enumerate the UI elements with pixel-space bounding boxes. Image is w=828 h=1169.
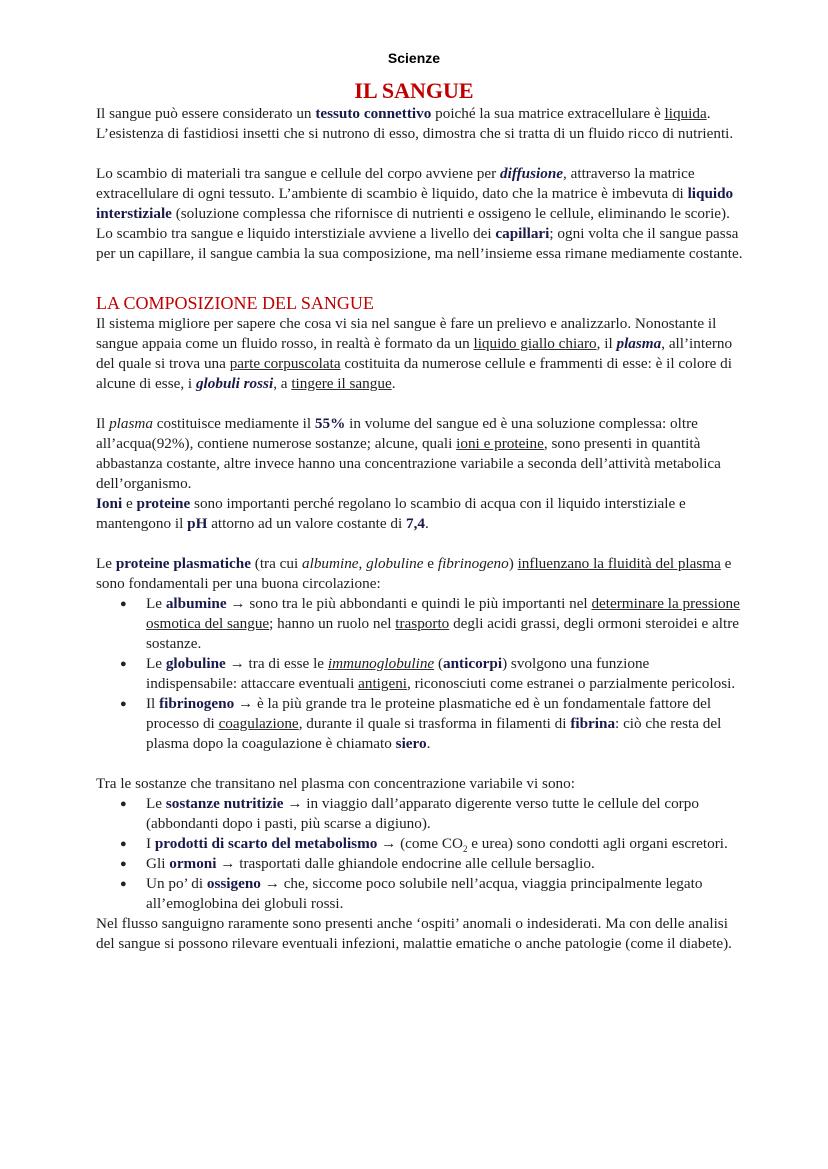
list-item-albumine: ● Le albumine → sono tra le più abbondanti e quindi le più importanti nel determinare la pressione osmotica del sangue; hanno un ruolo nel trasporto degli acidi grassi, degli ormoni steroidei e altre sostanze. (146, 594, 744, 654)
closing-paragraph: Nel flusso sanguigno raramente sono presenti anche ‘ospiti’ anomali o indesiderati. Ma con delle analisi del sangue si possono rilevare eventuali infezioni, malattie ematiche o anche patologie (come il diabete). (96, 915, 732, 952)
intro-paragraph-3: Lo scambio tra sangue e liquido interstiziale avviene a livello dei capillari; ogni volta che il sangue passa per un capillare, il sangue cambia la sua composizione, ma nell’insieme essa rimane mediamente costante. (96, 225, 743, 262)
page-title: IL SANGUE (354, 78, 474, 103)
proteins-list (96, 594, 744, 754)
substances-intro: Tra le sostanze che transitano nel plasma con concentrazione variabile vi sono: (96, 775, 575, 792)
list-item-hormones: ● Gli ormoni → trasportati dalle ghiandole endocrine alle cellule bersaglio. (146, 854, 744, 874)
subject-label: Scienze (387, 50, 441, 66)
composition-paragraph-3: Ioni e proteine sono importanti perché regolano lo scambio di acqua con il liquido interstiziale e mantengono il pH attorno ad un valore costante di 7,4. (96, 495, 686, 532)
intro-paragraph-2: Lo scambio di materiali tra sangue e cellule del corpo avviene per diffusione, attraverso la matrice extracellulare di ogni tessuto. L’ambiente di scambio è liquido, dato che la matrice è imbevuta di liquido interstiziale (soluzione complessa che rifornisce di nutrienti e ossigeno le cellule, eliminando le scorie). (96, 165, 734, 222)
list-item-nutrients: ● Le sostanze nutritizie → in viaggio dall’apparato digerente verso tutte le cellule del corpo (abbondanti dopo i pasti, più scarse a digiuno). (146, 794, 744, 834)
list-item-fibrinogeno: ● Il fibrinogeno → è la più grande tra le proteine plasmatiche ed è un fondamentale fattore del processo di coagulazione, durante il quale si trasforma in filamenti di fibrina: ciò che resta del plasma dopo la coagulazione è chiamato siero. (146, 694, 744, 754)
composition-paragraph-2: Il plasma costituisce mediamente il 55% in volume del sangue ed è una soluzione complessa: oltre all’acqua(92%), contiene numerose sostanze; alcune, quali ioni e proteine, sono presenti in quantità abbastanza costante, altre invece hanno una concentrazione variabile a seconda dell’attività metabolica dell’organismo. (96, 415, 721, 492)
list-item-waste: ● I prodotti di scarto del metabolismo → (come $CO_2$ e urea) sono condotti agli organi escretori. (146, 834, 744, 854)
list-item-globuline: ● Le globuline → tra di esse le immunoglobuline (anticorpi) svolgono una funzione indispensabile: attaccare eventuali antigeni, riconosciuti come estranei o parzialmente pericolosi. (146, 654, 744, 694)
intro-paragraph-1: Il sangue può essere considerato un tessuto connettivo poiché la sua matrice extracellulare è liquida. L’esistenza di fastidiosi insetti che si nutrono di esso, dimostra che si tratta di un fluido ricco di nutrienti. (96, 105, 734, 142)
list-item-oxygen: ● Un po’ di ossigeno → che, siccome poco solubile nell’acqua, viaggia principalmente legato all’emoglobina dei globuli rossi. (146, 874, 744, 914)
section-heading-composition: LA COMPOSIZIONE DEL SANGUE (96, 293, 374, 313)
substances-list (96, 794, 744, 914)
proteins-intro: Le proteine plasmatiche (tra cui albumine, globuline e fibrinogeno) influenzano la fluidità del plasma e sono fondamentali per una buona circolazione: (96, 555, 732, 592)
composition-paragraph-1: Il sistema migliore per sapere che cosa vi sia nel sangue è fare un prelievo e analizzarlo. Nonostante il sangue appaia come un fluido rosso, in realtà è formato da un liquido giallo chiaro, il plasma, all’interno del quale si trova una parte corpuscolata costituita da numerose cellule e frammenti di esse: è il colore di alcune di esse, i globuli rossi, a tingere il sangue. (96, 315, 733, 392)
document-body (96, 104, 744, 954)
